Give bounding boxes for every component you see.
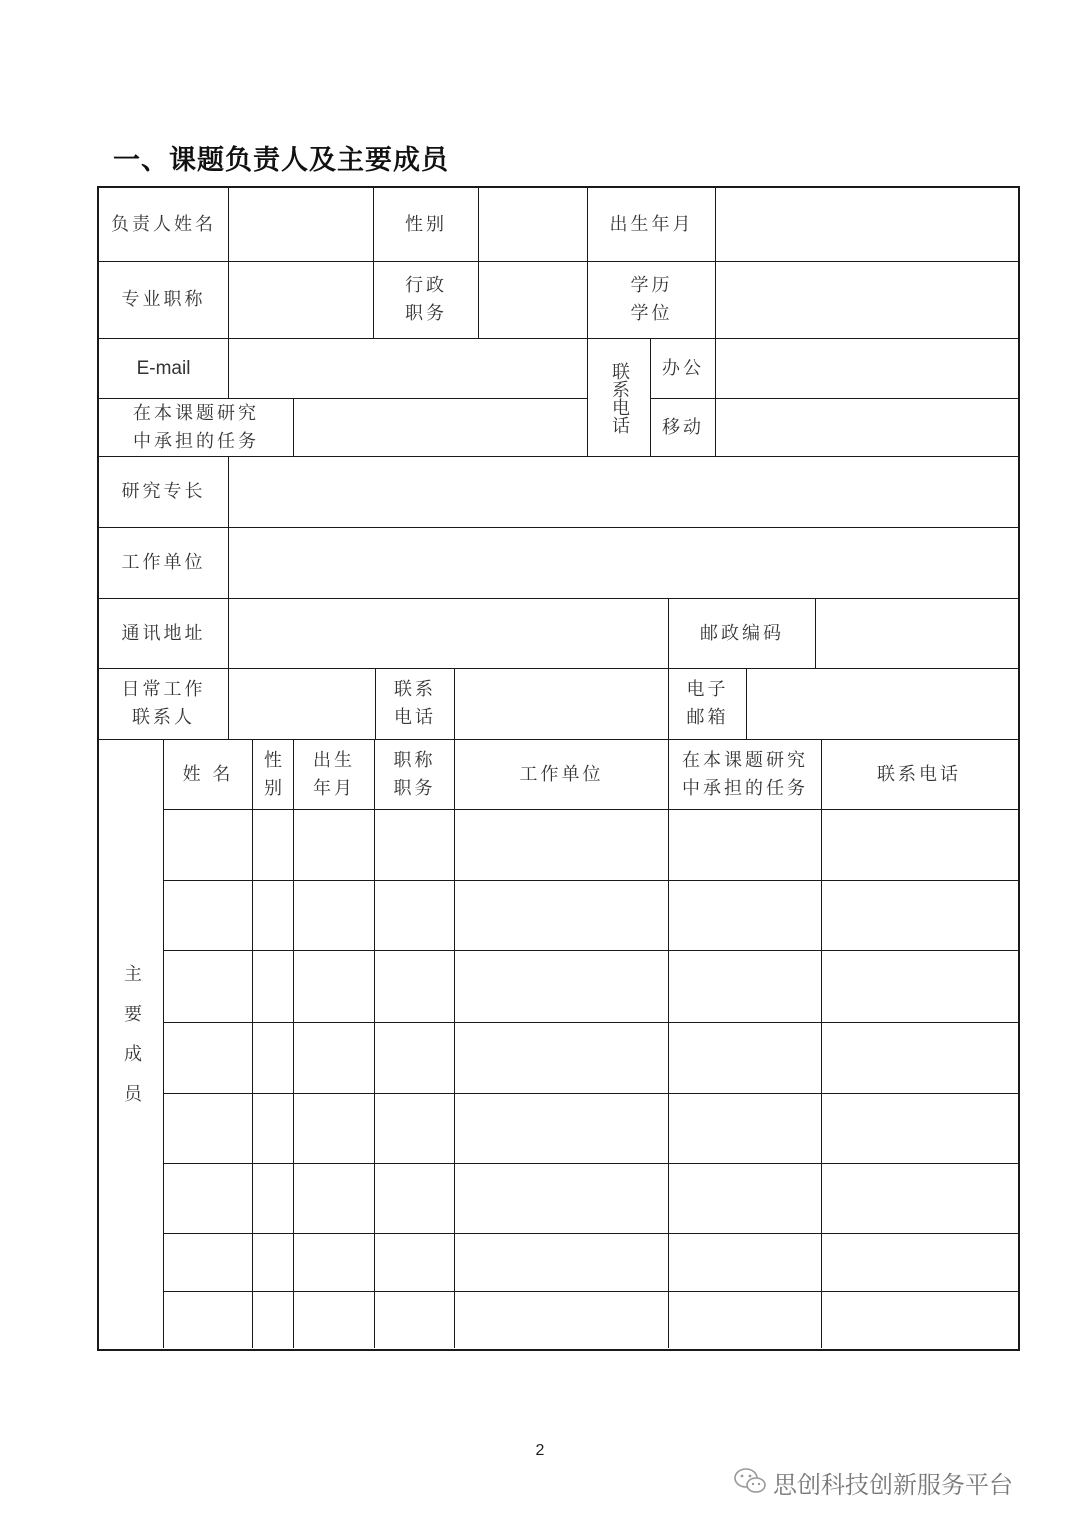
- birth-field[interactable]: [716, 187, 1016, 261]
- address-label: 通讯地址: [121, 622, 206, 644]
- professional-title-field[interactable]: [229, 262, 373, 338]
- task-field[interactable]: [294, 399, 587, 456]
- expertise-label: 研究专长: [121, 481, 206, 502]
- gender-field[interactable]: [479, 187, 587, 261]
- mobile-phone-label: 移动: [662, 416, 704, 438]
- watermark-text: 思创科技创新服务平台: [773, 1471, 1013, 1499]
- email-label: E-mail: [136, 357, 191, 379]
- watermark: [733, 1465, 1013, 1500]
- task-label: 在本课题研究 中承担的任务: [133, 402, 259, 452]
- employer-field[interactable]: [229, 528, 1016, 598]
- daily-contact-label: 日常工作 联系人: [121, 679, 206, 728]
- member-row[interactable]: [164, 1023, 1016, 1093]
- contact-email-label: 电子 邮箱: [686, 679, 729, 728]
- page-number: 2: [535, 1442, 545, 1459]
- member-task-header: 在本课题研究 中承担的任务: [682, 749, 808, 799]
- leader-name-field[interactable]: [229, 187, 373, 261]
- education-label: 学历 学位: [630, 275, 673, 324]
- expertise-field[interactable]: [229, 457, 1016, 527]
- office-phone-field[interactable]: [716, 339, 1016, 398]
- contact-phone-label: 联系 电话: [394, 679, 436, 728]
- admin-post-label: 行政 职务: [405, 275, 447, 324]
- member-birth-header: 出生 年月: [313, 749, 355, 799]
- member-row[interactable]: [164, 1292, 1016, 1347]
- mobile-phone-field[interactable]: [716, 399, 1016, 456]
- daily-contact-field[interactable]: [229, 669, 375, 739]
- postcode-label: 邮政编码: [700, 622, 784, 644]
- employer-label: 工作单位: [121, 552, 206, 573]
- contact-email-field[interactable]: [747, 669, 1016, 739]
- member-row[interactable]: [164, 1164, 1016, 1233]
- member-phone-header: 联系电话: [877, 763, 961, 785]
- wechat-icon: [733, 1467, 767, 1499]
- contact-phone-vertical-label: 联系电话: [609, 361, 630, 434]
- education-field[interactable]: [716, 262, 1016, 338]
- leader-name-label: 负责人姓名: [111, 213, 216, 235]
- section-title: 一、课题负责人及主要成员: [113, 145, 449, 176]
- birth-label: 出生年月: [609, 213, 694, 235]
- address-field[interactable]: [229, 599, 668, 668]
- office-phone-label: 办公: [662, 357, 704, 379]
- member-row[interactable]: [164, 881, 1016, 950]
- professional-title-label: 专业职称: [121, 289, 206, 310]
- member-row[interactable]: [164, 951, 1016, 1022]
- member-row[interactable]: [164, 810, 1016, 880]
- gender-label: 性别: [405, 213, 447, 235]
- member-employer-header: 工作单位: [519, 763, 604, 785]
- member-gender-header: 性 别: [264, 749, 282, 799]
- contact-phone-field[interactable]: [455, 669, 668, 739]
- email-field[interactable]: [229, 339, 587, 398]
- members-side-label: 主要成员: [121, 963, 142, 1124]
- postcode-field[interactable]: [816, 599, 1016, 668]
- admin-post-field[interactable]: [479, 262, 587, 338]
- member-row[interactable]: [164, 1234, 1016, 1291]
- member-row[interactable]: [164, 1094, 1016, 1163]
- member-title-post-header: 职称 职务: [393, 749, 436, 799]
- member-name-header: 姓 名: [182, 763, 234, 785]
